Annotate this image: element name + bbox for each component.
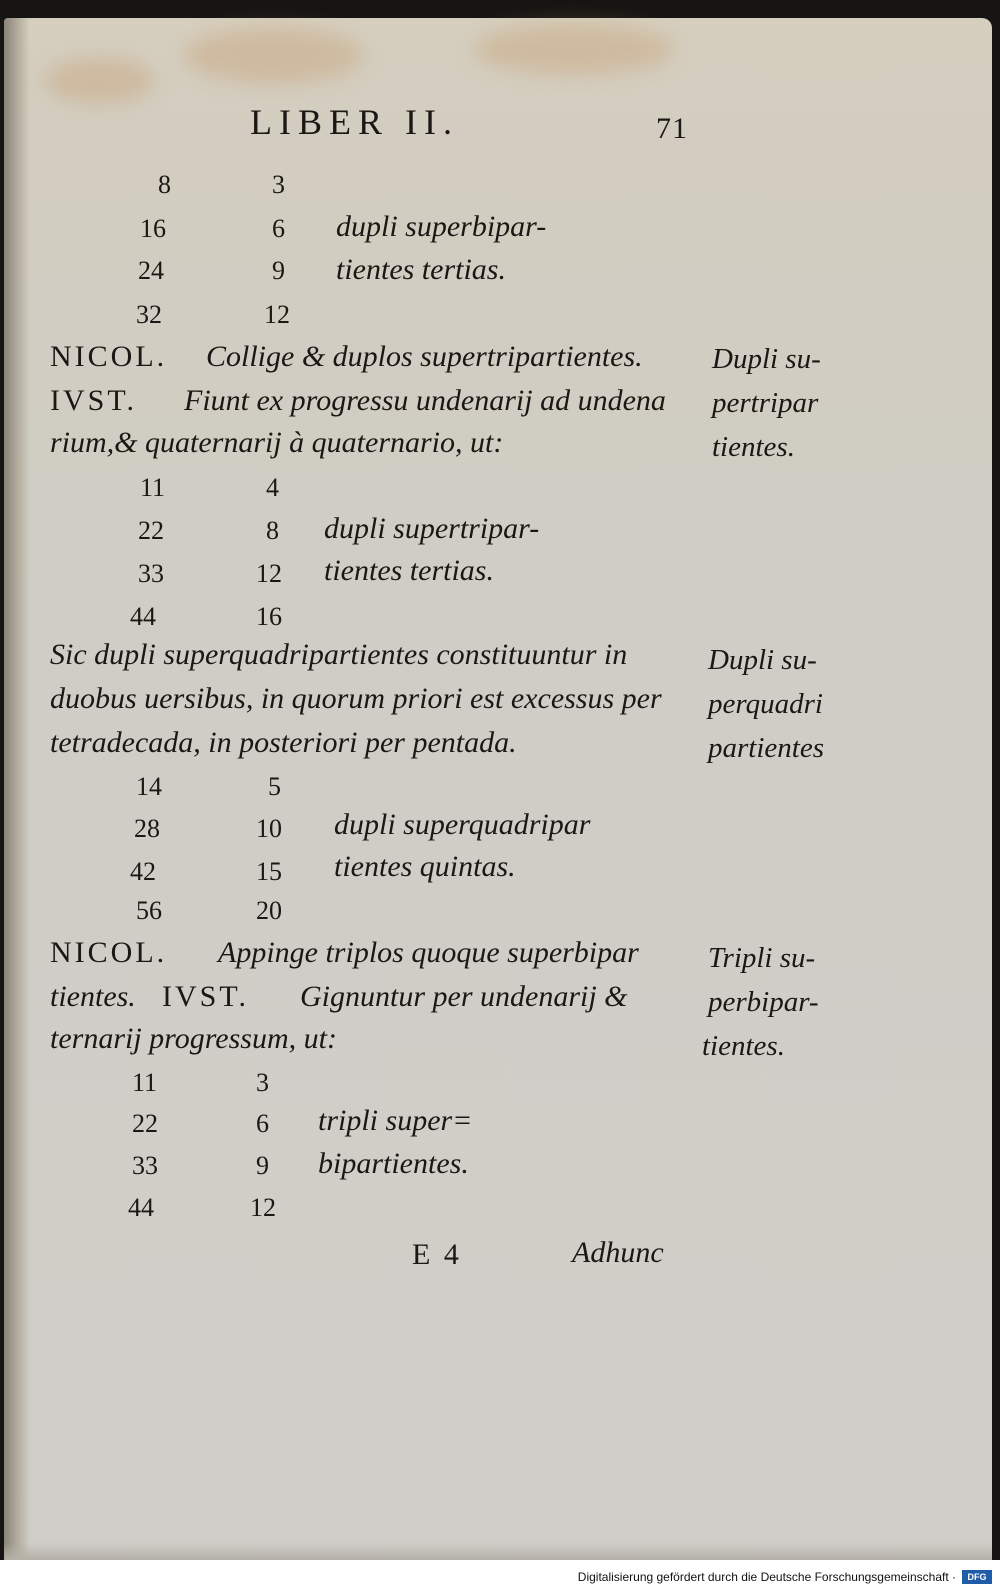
paragraph-line: tientes.: [50, 980, 136, 1013]
table-cell: 9: [272, 256, 285, 285]
paragraph-line: Fiunt ex progressu undenarij ad undena: [184, 384, 666, 417]
dfg-logo: DFG: [962, 1570, 992, 1584]
funding-credit: Digitalisierung gefördert durch die Deutsche Forschungsgemeinschaft ·: [577, 1570, 956, 1584]
margin-note-line: perquadri: [708, 688, 823, 720]
table-cell: 56: [136, 896, 162, 925]
table-cell: 12: [250, 1193, 276, 1222]
table-caption-line: tientes tertias.: [324, 554, 494, 587]
table-cell: 6: [272, 214, 285, 243]
paragraph-line: Collige & duplos supertripartientes.: [206, 340, 643, 373]
paragraph-line: Appinge triplos quoque superbipar: [218, 936, 639, 969]
margin-note-line: perbipar-: [708, 986, 819, 1018]
speaker-label: NICOL.: [50, 936, 168, 969]
table-cell: 22: [132, 1109, 158, 1138]
table-cell: 8: [158, 170, 171, 199]
folio-number: 71: [656, 112, 688, 145]
table-cell: 20: [256, 896, 282, 925]
table-cell: 5: [268, 772, 281, 801]
table-caption-line: tripli super=: [318, 1104, 473, 1137]
paragraph-line: ternarij progressum, ut:: [50, 1022, 337, 1055]
paragraph-line: Sic dupli superquadripartientes constituuntur in: [50, 638, 628, 671]
table-cell: 42: [130, 857, 156, 886]
table-cell: 32: [136, 300, 162, 329]
paragraph-line: Gignuntur per undenarij &: [300, 980, 628, 1013]
table-cell: 44: [128, 1193, 154, 1222]
table-cell: 33: [132, 1151, 158, 1180]
speaker-label: IVST.: [50, 384, 137, 417]
table-cell: 28: [134, 814, 160, 843]
table-cell: 9: [256, 1151, 269, 1180]
speaker-label: IVST.: [162, 980, 249, 1013]
page-bottom-edge: [4, 1542, 992, 1560]
stain: [44, 58, 154, 103]
table-cell: 11: [132, 1068, 158, 1097]
stain: [184, 28, 364, 83]
table-cell: 3: [256, 1068, 269, 1097]
margin-note-line: partientes: [708, 732, 824, 764]
table-cell: 11: [140, 473, 166, 502]
running-head: LIBER II.: [250, 102, 459, 142]
table-cell: 16: [256, 602, 282, 631]
table-cell: 33: [138, 559, 164, 588]
table-caption-line: dupli superquadripar: [334, 808, 591, 841]
table-cell: 24: [138, 256, 164, 285]
margin-note-line: tientes.: [702, 1030, 785, 1062]
table-caption-line: tientes tertias.: [336, 253, 506, 286]
margin-note-line: Dupli su-: [712, 343, 821, 375]
table-cell: 8: [266, 516, 279, 545]
table-caption-line: dupli supertripar-: [324, 512, 540, 545]
margin-note-line: tientes.: [712, 431, 795, 463]
paragraph-line: rium,& quaternarij à quaternario, ut:: [50, 426, 504, 459]
gutter-shadow: [4, 18, 30, 1560]
table-cell: 44: [130, 602, 156, 631]
table-caption-line: tientes quintas.: [334, 850, 516, 883]
table-cell: 14: [136, 772, 162, 801]
table-caption-line: dupli superbipar-: [336, 210, 547, 243]
margin-note-line: Tripli su-: [708, 942, 816, 974]
margin-note-line: pertripar: [712, 387, 819, 419]
table-cell: 16: [140, 214, 166, 243]
table-cell: 22: [138, 516, 164, 545]
paragraph-line: duobus uersibus, in quorum priori est excessus per: [50, 682, 662, 715]
paragraph-line: tetradecada, in posteriori per pentada.: [50, 726, 517, 759]
digitization-footer: [0, 1560, 1000, 1591]
table-cell: 4: [266, 473, 279, 502]
table-caption-line: bipartientes.: [318, 1147, 469, 1180]
catchword: Adhunc: [572, 1236, 664, 1269]
table-cell: 10: [256, 814, 282, 843]
stain: [474, 24, 674, 74]
table-cell: 15: [256, 857, 282, 886]
signature-mark: E 4: [412, 1238, 462, 1271]
table-cell: 12: [264, 300, 290, 329]
speaker-label: NICOL.: [50, 340, 168, 373]
margin-note-line: Dupli su-: [708, 644, 817, 676]
table-cell: 12: [256, 559, 282, 588]
table-cell: 3: [272, 170, 285, 199]
table-cell: 6: [256, 1109, 269, 1138]
